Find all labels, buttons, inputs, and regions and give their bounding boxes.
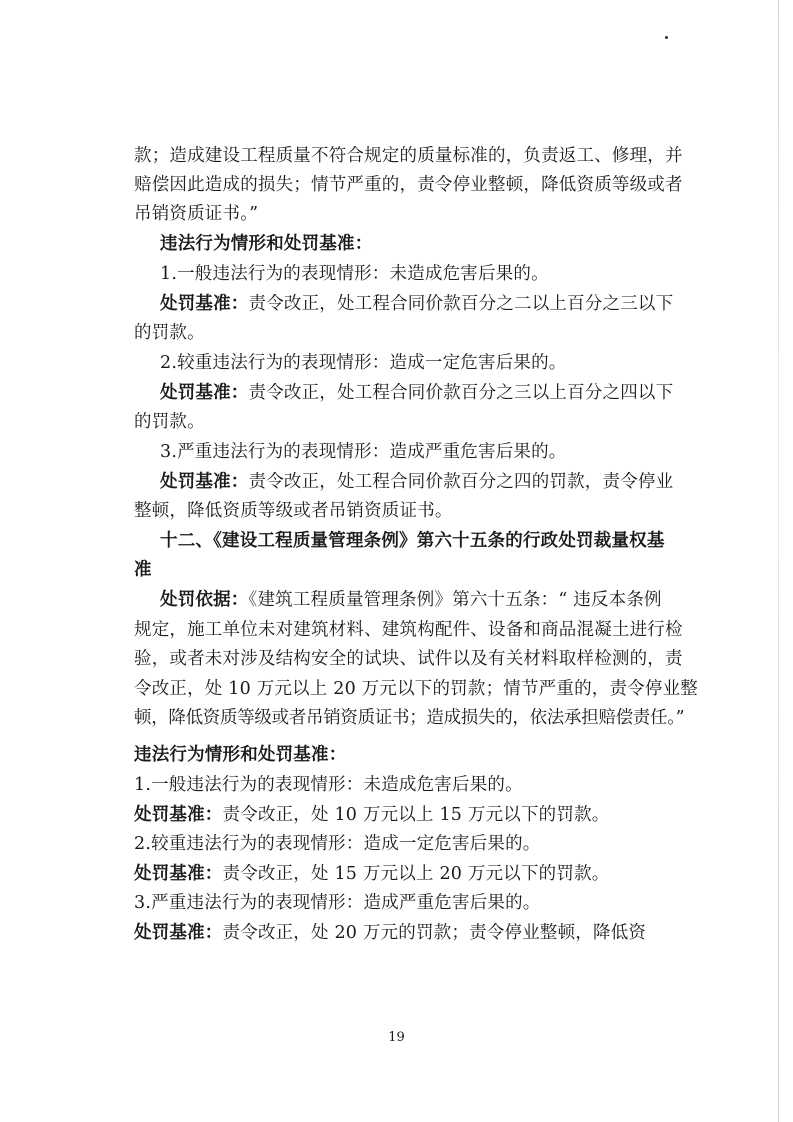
line-text: 顿，降低资质等级或者吊销资质证书；造成损失的，依法承担赔偿责任。” bbox=[134, 708, 685, 728]
body-line bbox=[160, 261, 700, 287]
line-text: 规定，施工单位未对建筑材料、建筑构配件、设备和商品混凝土进行检 bbox=[134, 620, 683, 640]
penalty-label: 处罚基准： bbox=[160, 472, 249, 492]
body-line bbox=[134, 409, 674, 435]
penalty-label: 处罚基准： bbox=[160, 294, 249, 314]
line-text: 1.一般违法行为的表现情形：未造成危害后果的。 bbox=[134, 775, 523, 795]
line-text: 3.严重违法行为的表现情形：造成严重危害后果的。 bbox=[160, 442, 567, 462]
line-text: 责令改正，处工程合同价款百分之二以上百分之三以下 bbox=[248, 294, 674, 314]
line-text: 2.较重违法行为的表现情形：造成一定危害后果的。 bbox=[134, 834, 541, 854]
penalty-line bbox=[160, 469, 700, 495]
article-heading-continued bbox=[134, 557, 674, 583]
line-text: 2.较重违法行为的表现情形：造成一定危害后果的。 bbox=[160, 353, 567, 373]
body-line bbox=[134, 890, 674, 916]
penalty-label: 处罚基准： bbox=[134, 923, 223, 943]
body-line bbox=[160, 439, 700, 465]
heading-text: 十二、《建设工程质量管理条例》第六十五条的行政处罚裁量权基 bbox=[160, 531, 665, 551]
body-line bbox=[160, 350, 700, 376]
body-line bbox=[134, 646, 683, 672]
section-heading bbox=[134, 742, 674, 768]
body-line bbox=[134, 772, 674, 798]
line-text: 的罚款。 bbox=[134, 412, 205, 432]
line-text: 责令改正，处工程合同价款百分之三以上百分之四以下 bbox=[248, 383, 674, 403]
body-line bbox=[134, 172, 683, 198]
penalty-line bbox=[134, 802, 674, 828]
line-text: 款；造成建设工程质量不符合规定的质量标准的，负责返工、修理，并 bbox=[134, 146, 683, 166]
basis-label: 处罚依据： bbox=[160, 590, 249, 610]
page-number: 19 bbox=[388, 1030, 405, 1045]
body-line bbox=[134, 705, 685, 731]
body-line bbox=[134, 617, 683, 643]
body-line bbox=[134, 143, 683, 169]
heading-text: 违法行为情形和处罚基准： bbox=[160, 234, 373, 254]
line-text: 责令改正，处 15 万元以上 20 万元以下的罚款。 bbox=[222, 864, 610, 884]
scan-edge-line bbox=[778, 0, 779, 1122]
line-text: 的罚款。 bbox=[134, 323, 205, 343]
section-heading bbox=[160, 231, 700, 257]
body-line bbox=[134, 676, 698, 702]
body-line bbox=[134, 498, 674, 524]
penalty-line bbox=[160, 380, 700, 406]
penalty-label: 处罚基准： bbox=[134, 805, 223, 825]
basis-line bbox=[160, 587, 700, 613]
penalty-label: 处罚基准： bbox=[160, 383, 249, 403]
penalty-label: 处罚基准： bbox=[134, 864, 223, 884]
line-text: 责令改正，处工程合同价款百分之四的罚款，责令停业 bbox=[248, 472, 674, 492]
line-text: 整顿，降低资质等级或者吊销资质证书。 bbox=[134, 501, 453, 521]
line-text: 1.一般违法行为的表现情形：未造成危害后果的。 bbox=[160, 264, 549, 284]
line-text: 责令改正，处 10 万元以上 15 万元以下的罚款。 bbox=[222, 805, 610, 825]
line-text: 责令改正，处 20 万元的罚款；责令停业整顿，降低资 bbox=[222, 923, 647, 943]
body-line bbox=[134, 320, 674, 346]
line-text: 令改正，处 10 万元以上 20 万元以下的罚款；情节严重的，责令停业整 bbox=[134, 679, 698, 699]
penalty-line bbox=[134, 861, 674, 887]
body-line bbox=[134, 831, 674, 857]
penalty-line bbox=[134, 920, 674, 946]
penalty-line bbox=[160, 291, 700, 317]
line-text: 《建筑工程质量管理条例》第六十五条：“ 违反本条例 bbox=[248, 590, 662, 610]
scan-speck bbox=[665, 36, 668, 39]
line-text: 吊销资质证书。” bbox=[134, 204, 259, 224]
body-line bbox=[134, 201, 674, 227]
line-text: 3.严重违法行为的表现情形：造成严重危害后果的。 bbox=[134, 893, 541, 913]
heading-text: 违法行为情形和处罚基准： bbox=[134, 745, 347, 765]
article-heading bbox=[160, 528, 700, 554]
line-text: 验，或者未对涉及结构安全的试块、试件以及有关材料取样检测的，责 bbox=[134, 649, 683, 669]
heading-text: 准 bbox=[134, 560, 152, 580]
line-text: 赔偿因此造成的损失；情节严重的，责令停业整顿，降低资质等级或者 bbox=[134, 175, 683, 195]
